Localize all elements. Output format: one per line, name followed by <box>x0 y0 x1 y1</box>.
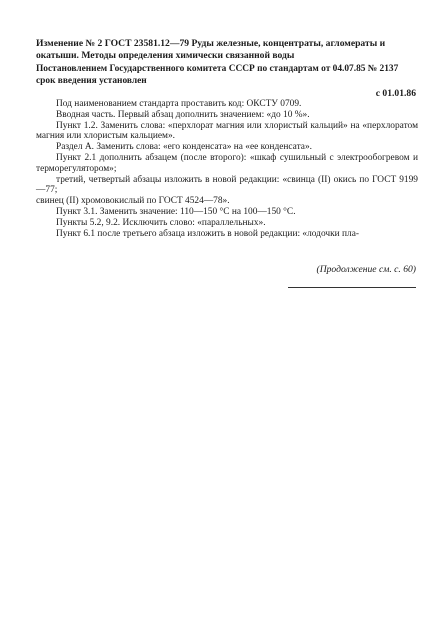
paragraph-intro: Вводная часть. Первый абзац дополнить значением: «до 10 %». <box>56 109 310 120</box>
paragraph-clauses-5-2-9-2: Пункты 5.2, 9.2. Исключить слово: «параллельных». <box>56 217 266 228</box>
paragraph-okstu-code: Под наименованием стандарта проставить код: ОКСТУ 0709. <box>56 99 302 109</box>
amendment-title: Изменение № 2 ГОСТ 23581.12—79 Руды железные, концентраты, агломераты и окатыши. Методы определения химически связанной воды <box>36 38 386 61</box>
amendment-body <box>36 99 418 239</box>
paragraph-clause-3-1: Пункт 3.1. Заменить значение: 110—150 °С на 100—150 °С. <box>56 206 296 217</box>
paragraph-clause-6-1: Пункт 6.1 после третьего абзаца изложить в новой редакции: «лодочки пла- <box>56 228 360 239</box>
paragraph-clause-1-2: Пункт 1.2. Заменить слова: «перхлорат магния или хлористый кальций» на «перхлоратом магния или хлористым кальцием». <box>36 120 418 142</box>
paragraph-third-fourth: третий, четвертый абзацы изложить в новой редакции: «свинца (II) окись по ГОСТ 9199—77; <box>36 174 418 196</box>
paragraph-clause-2-1: Пункт 2.1 дополнить абзацем (после второго): «шкаф сушильный с электрообогревом и терморегулятором»; <box>36 152 418 174</box>
footer-rule <box>288 287 416 288</box>
paragraph-lead-chromate: свинец (II) хромовокислый по ГОСТ 4524—78». <box>36 196 230 207</box>
paragraph-section-a: Раздел А. Заменить слова: «его конденсата» на «ее конденсата». <box>56 142 312 153</box>
effective-date: с 01.01.86 <box>375 88 416 99</box>
decree-statement: Постановлением Государственного комитета СССР по стандартам от 04.07.85 № 2137 срок введения установлен <box>36 64 399 86</box>
continuation-note: (Продолжение см. с. 60) <box>316 264 416 275</box>
